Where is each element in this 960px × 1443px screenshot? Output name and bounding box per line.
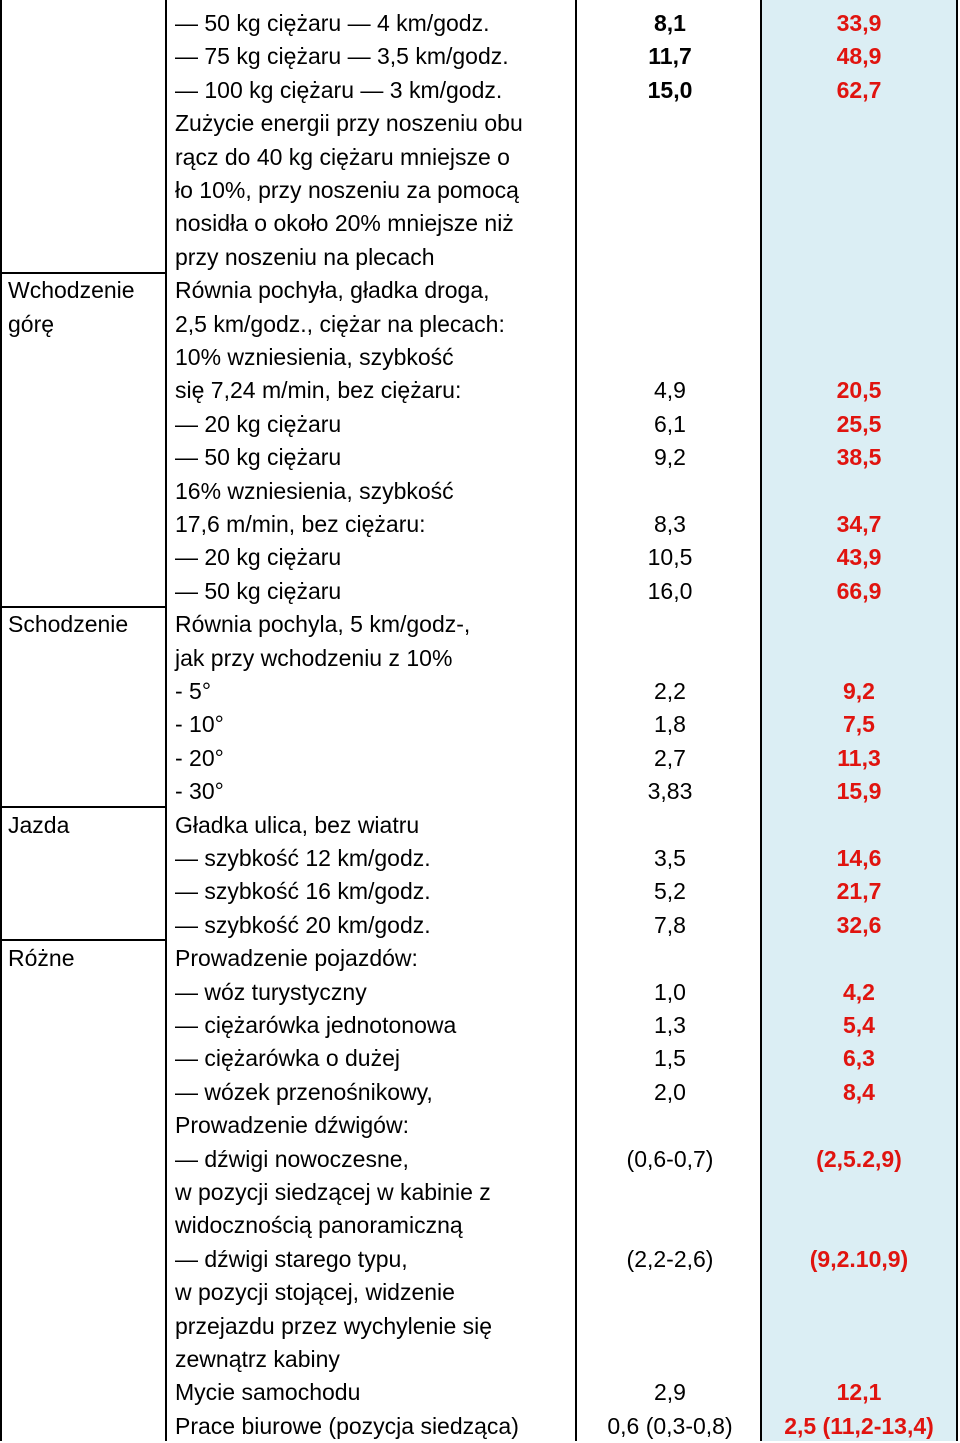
kj-value: 12,1 <box>836 1379 882 1406</box>
activity-description: się 7,24 m/min, bez ciężaru: <box>175 377 462 404</box>
kj-value: 8,4 <box>843 1078 875 1105</box>
kcal-value: 1,8 <box>654 711 686 738</box>
kcal-value: 1,0 <box>654 978 686 1005</box>
kcal-value: 3,83 <box>647 778 693 805</box>
activity-description: 16% wzniesienia, szybkość <box>175 477 454 504</box>
activity-description: — 20 kg ciężaru <box>175 410 342 437</box>
activity-description: — szybkość 12 km/godz. <box>175 845 431 871</box>
activity-description: — dźwigi starego typu, <box>175 1245 408 1272</box>
kcal-value: 1,3 <box>654 1012 686 1038</box>
kj-value: (9,2.10,9) <box>809 1245 909 1272</box>
activity-description: — 75 kg ciężaru — 3,5 km/godz. <box>175 43 509 70</box>
kj-value: 62,7 <box>836 76 882 103</box>
activity-description: Prowadzenie pojazdów: <box>175 945 418 972</box>
activity-description: przy noszeniu na plecach <box>175 243 435 270</box>
activity-description: nosidła o około 20% mniejsze niż <box>175 210 514 237</box>
kcal-value: 16,0 <box>647 577 693 604</box>
activity-description: Mycie samochodu <box>175 1379 361 1406</box>
activity-description: ło 10%, przy noszeniu za pomocą <box>175 177 519 203</box>
activity-description: 17,6 m/min, bez ciężaru: <box>175 511 426 537</box>
kcal-value: 2,9 <box>654 1379 686 1406</box>
activity-description: — szybkość 20 km/godz. <box>175 911 431 938</box>
kcal-value: 8,1 <box>654 10 686 36</box>
kcal-value: 6,1 <box>654 410 686 437</box>
activity-description: — wózek przenośnikowy, <box>175 1078 433 1105</box>
kcal-value: (2,2-2,6) <box>626 1245 714 1272</box>
activity-description: Prowadzenie dźwigów: <box>175 1112 409 1139</box>
kj-value: 15,9 <box>836 778 882 805</box>
kcal-value: 2,7 <box>654 744 686 771</box>
category-label: Schodzenie <box>8 611 129 638</box>
kj-value: 2,5 (11,2-13,4) <box>784 1412 934 1439</box>
activity-description: — dźwigi nowoczesne, <box>175 1145 409 1172</box>
kj-value: (2,5.2,9) <box>816 1145 902 1172</box>
kj-value: 21,7 <box>836 878 882 905</box>
kcal-value: 4,9 <box>654 377 686 404</box>
activity-description: Równia pochyla, 5 km/godz-, <box>175 611 471 638</box>
kj-value: 14,6 <box>836 845 882 871</box>
kj-value: 32,6 <box>836 911 882 938</box>
activity-description: - 5° <box>175 678 212 704</box>
activity-description: — 50 kg ciężaru — 4 km/godz. <box>175 10 490 36</box>
activity-description: w pozycji siedzącej w kabinie z <box>175 1179 491 1205</box>
activity-description: — ciężarówka jednotonowa <box>175 1012 457 1038</box>
category-label: Wchodzenie <box>8 277 135 304</box>
activity-description: Gładka ulica, bez wiatru <box>175 811 420 838</box>
activity-description: — 100 kg ciężaru — 3 km/godz. <box>175 76 503 103</box>
kj-value: 48,9 <box>836 43 882 70</box>
activity-description: — 50 kg ciężaru <box>175 577 342 604</box>
kj-value: 9,2 <box>843 678 875 704</box>
kj-value: 11,3 <box>837 744 881 771</box>
kj-value: 66,9 <box>836 577 882 604</box>
kcal-value: 5,2 <box>654 878 686 905</box>
activity-description: jak przy wchodzeniu z 10% <box>175 644 453 671</box>
activity-description: widocznością panoramiczną <box>175 1212 463 1239</box>
column-divider-1 <box>165 0 167 1441</box>
kcal-value: 0,6 (0,3-0,8) <box>607 1412 733 1439</box>
kj-value: 4,2 <box>843 978 875 1005</box>
activity-description: — 50 kg ciężaru <box>175 444 342 471</box>
kj-value: 20,5 <box>836 377 882 404</box>
activity-description: - 20° <box>175 744 224 771</box>
table-border-right <box>956 0 958 1441</box>
activity-description: rącz do 40 kg ciężaru mniejsze o <box>175 143 510 170</box>
activity-description: przejazdu przez wychylenie się <box>175 1312 493 1339</box>
activity-description: Równia pochyła, gładka droga, <box>175 277 490 304</box>
activity-description: — 20 kg ciężaru <box>175 544 342 571</box>
kcal-value: 1,5 <box>654 1045 686 1072</box>
kj-value: 33,9 <box>836 10 882 36</box>
kj-value: 38,5 <box>836 444 882 471</box>
category-label: Jazda <box>8 811 70 838</box>
activity-description: — wóz turystyczny <box>175 978 367 1005</box>
activity-description: zewnątrz kabiny <box>175 1346 340 1372</box>
kcal-value: 2,2 <box>654 678 686 704</box>
kj-value: 25,5 <box>836 410 882 437</box>
kj-value: 43,9 <box>836 544 882 571</box>
row-divider-rozne <box>0 939 167 941</box>
kcal-value: 2,0 <box>654 1078 686 1105</box>
activity-description: w pozycji stojącej, widzenie <box>175 1279 455 1306</box>
kj-value: 5,4 <box>843 1012 875 1038</box>
kcal-value: 11,7 <box>648 43 692 70</box>
category-label: górę <box>8 310 55 337</box>
category-label: Różne <box>8 945 75 972</box>
table-border-left <box>0 0 2 1441</box>
activity-description: - 30° <box>175 778 224 805</box>
activity-description: Prace biurowe (pozycja siedząca) <box>175 1412 519 1439</box>
kcal-value: (0,6-0,7) <box>626 1145 714 1172</box>
kcal-value: 7,8 <box>654 911 686 938</box>
kcal-value: 10,5 <box>647 544 693 571</box>
kcal-value: 8,3 <box>654 511 686 537</box>
activity-description: Zużycie energii przy noszeniu obu <box>175 110 523 137</box>
kcal-value: 9,2 <box>654 444 686 471</box>
activity-description: — szybkość 16 km/godz. <box>175 878 431 905</box>
kj-value: 7,5 <box>843 711 875 738</box>
kj-value: 6,3 <box>843 1045 875 1072</box>
kj-value: 34,7 <box>836 511 882 537</box>
activity-description: - 10° <box>175 711 224 738</box>
activity-description: 10% wzniesienia, szybkość <box>175 344 454 370</box>
activity-description: — ciężarówka o dużej <box>175 1045 400 1072</box>
activity-description: 2,5 km/godz., ciężar na plecach: <box>175 310 505 337</box>
kcal-value: 3,5 <box>654 845 686 871</box>
kcal-value: 15,0 <box>647 76 693 103</box>
